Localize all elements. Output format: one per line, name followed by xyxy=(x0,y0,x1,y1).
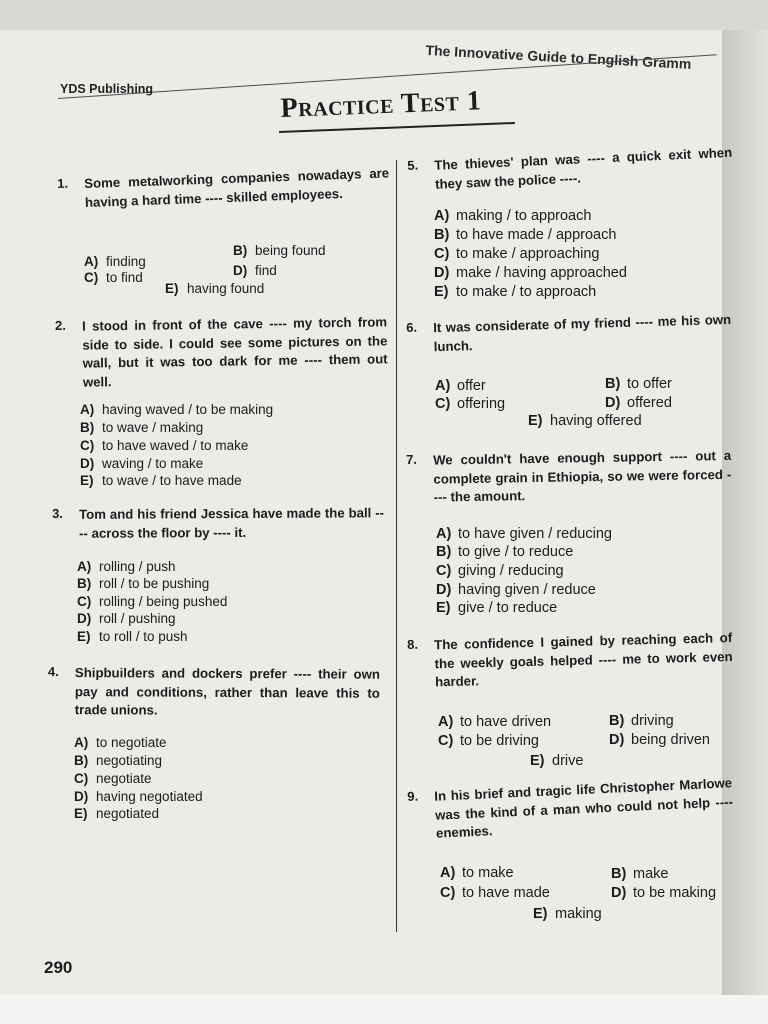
question-number: 8. xyxy=(407,636,419,652)
option-e: E) to roll / to push xyxy=(77,629,188,644)
option-a: A) to make xyxy=(440,865,514,881)
question-stem: I stood in front of the cave ---- my torch from side to side. I could see some pictures on the wall, but it was too dark for me ---- them out well. xyxy=(82,314,388,390)
option-b: B) driving xyxy=(609,713,674,729)
option-d: D) having negotiated xyxy=(74,789,203,804)
question-stem: The confidence I gained by reaching each of the weekly goals helped ---- me to work even harder. xyxy=(434,630,733,690)
option-b: B) to offer xyxy=(605,376,672,392)
question-stem: The thieves' plan was ---- a quick exit when they saw the police ----. xyxy=(434,144,733,192)
option-e: E) give / to reduce xyxy=(436,600,558,616)
option-c: C) to make / approaching xyxy=(434,246,600,262)
question-stem: Shipbuilders and dockers prefer ---- their own pay and conditions, rather than leave this to trade unions. xyxy=(74,665,380,718)
option-a: A) making / to approach xyxy=(434,208,592,224)
option-c: C) to be driving xyxy=(438,733,539,749)
option-a: A) to have driven xyxy=(438,714,552,730)
running-header-title: The Innovative Guide to English Gramm xyxy=(425,42,692,72)
option-a: A) rolling / push xyxy=(77,559,176,574)
option-b: B) to give / to reduce xyxy=(436,544,574,560)
question-number: 3. xyxy=(52,505,63,521)
question-stem: It was considerate of my friend ---- me his own lunch. xyxy=(433,311,732,354)
question-stem: We couldn't have enough support ---- out a complete grain in Ethiopia, so we were forced ---- the amount. xyxy=(433,447,732,505)
option-d: D) roll / pushing xyxy=(77,611,176,626)
question-number: 5. xyxy=(407,157,419,173)
option-d: D) waving / to make xyxy=(80,456,204,471)
question-stem: Some metalworking companies nowadays are having a hard time ---- skilled employees. xyxy=(84,165,390,210)
page-title: Practice Test 1 xyxy=(280,85,482,124)
option-c: C) rolling / being pushed xyxy=(77,594,228,609)
option-d: D) find xyxy=(233,263,277,278)
option-b: B) to have made / approach xyxy=(434,227,617,243)
option-a: A) to negotiate xyxy=(74,735,167,750)
option-c: C) to find xyxy=(84,270,143,285)
option-e: E) negotiated xyxy=(74,806,160,821)
option-b: B) make xyxy=(611,866,669,882)
option-b: B) roll / to be pushing xyxy=(77,576,210,591)
option-e: E) to wave / to have made xyxy=(80,473,242,488)
question-stem: In his brief and tragic life Christopher Marlowe was the kind of a man who could not help ---- enemies. xyxy=(434,775,734,841)
option-a: A) to have given / reducing xyxy=(436,526,612,542)
page-number: 290 xyxy=(44,958,73,977)
option-c: C) offering xyxy=(435,396,506,412)
option-c: C) to have made xyxy=(440,885,550,901)
option-b: B) being found xyxy=(233,243,326,258)
column-divider xyxy=(396,160,397,932)
option-e: E) to make / to approach xyxy=(434,284,597,300)
option-a: A) having waved / to be making xyxy=(80,402,274,417)
option-d: D) having given / reduce xyxy=(436,582,596,598)
question-number: 1. xyxy=(57,175,69,191)
option-e: E) having found xyxy=(165,281,265,296)
option-e: E) having offered xyxy=(528,413,642,429)
option-a: A) finding xyxy=(84,254,146,269)
option-d: D) offered xyxy=(605,395,672,411)
question-stem: Tom and his friend Jessica have made the ball ---- across the floor by ---- it. xyxy=(79,505,385,541)
option-d: D) being driven xyxy=(609,732,710,748)
background-strip xyxy=(0,995,768,1024)
publisher-name: YDS Publishing xyxy=(60,82,154,96)
option-b: B) negotiating xyxy=(74,753,163,768)
question-number: 2. xyxy=(55,317,67,333)
option-e: E) drive xyxy=(530,753,584,769)
question-number: 9. xyxy=(407,788,419,804)
option-d: D) make / having approached xyxy=(434,265,627,281)
option-b: B) to wave / making xyxy=(80,420,204,435)
option-c: C) negotiate xyxy=(74,771,152,786)
question-number: 4. xyxy=(47,664,59,680)
option-c: C) giving / reducing xyxy=(436,563,564,579)
question-number: 7. xyxy=(406,451,418,467)
option-c: C) to have waved / to make xyxy=(80,438,249,453)
question-number: 6. xyxy=(406,319,418,335)
option-d: D) to be making xyxy=(611,885,717,901)
option-a: A) offer xyxy=(435,378,486,394)
option-e: E) making xyxy=(533,906,602,922)
